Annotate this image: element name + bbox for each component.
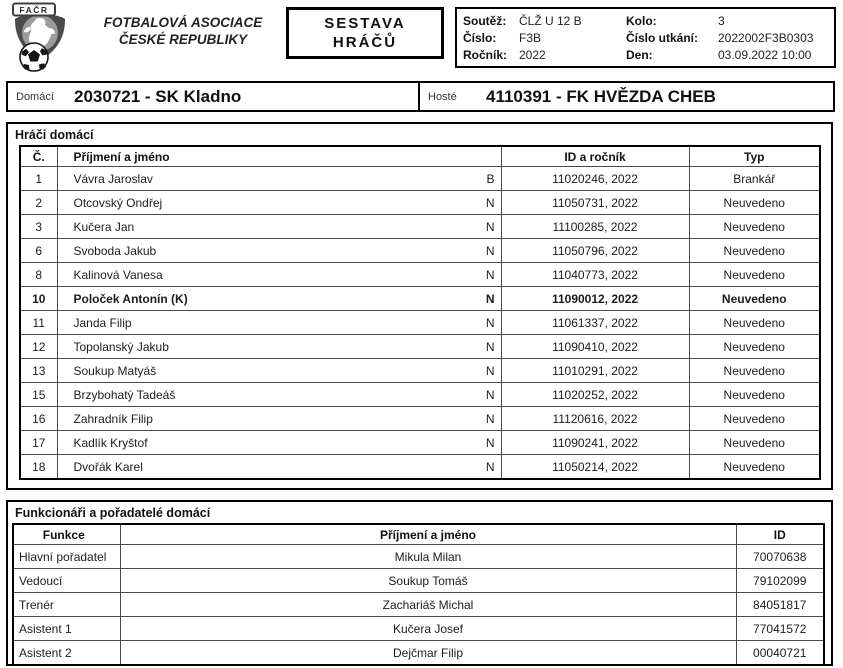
official-row <box>13 593 824 617</box>
player-row <box>20 191 820 215</box>
players-table <box>19 145 821 480</box>
teams-bar <box>6 81 835 112</box>
player-name-cell <box>57 383 501 407</box>
player-name-cell <box>57 311 501 335</box>
player-row <box>20 239 820 263</box>
player-position-letter: N <box>485 195 495 210</box>
player-id: 11050731, 2022 <box>501 191 689 215</box>
player-typ: Neuvedeno <box>689 407 820 431</box>
player-id: 11090241, 2022 <box>501 431 689 455</box>
player-number: 8 <box>20 263 57 287</box>
match-info-panel <box>455 7 836 68</box>
player-number: 13 <box>20 359 57 383</box>
association-name <box>82 14 284 48</box>
player-number: 12 <box>20 335 57 359</box>
player-position-letter: N <box>485 387 495 402</box>
official-funkce: Asistent 1 <box>13 617 120 641</box>
player-row <box>20 335 820 359</box>
association-line2: ČESKÉ REPUBLIKY <box>118 32 248 47</box>
info-row-cislo <box>463 30 626 46</box>
officials-header-row <box>13 524 824 545</box>
player-row <box>20 431 820 455</box>
player-name-cell <box>57 263 501 287</box>
col-header-id: ID <box>736 524 824 545</box>
player-number: 16 <box>20 407 57 431</box>
away-team-role: Hosté <box>428 90 457 103</box>
player-name-cell <box>57 167 501 191</box>
player-typ: Neuvedeno <box>689 455 820 480</box>
player-position-letter: N <box>485 339 495 354</box>
info-value: 2022 <box>519 47 546 62</box>
player-name-cell <box>57 407 501 431</box>
player-typ: Neuvedeno <box>689 335 820 359</box>
player-position-letter: B <box>486 171 495 186</box>
player-name-cell <box>57 431 501 455</box>
player-number: 3 <box>20 215 57 239</box>
player-row <box>20 167 820 191</box>
official-row <box>13 545 824 569</box>
player-row <box>20 215 820 239</box>
officials-table <box>12 523 825 666</box>
home-team-cell <box>8 83 420 110</box>
player-typ: Neuvedeno <box>689 191 820 215</box>
home-team-name: 2030721 - SK Kladno <box>74 86 242 106</box>
official-row <box>13 617 824 641</box>
info-row-soutez <box>463 13 626 29</box>
document-title-box <box>286 7 444 59</box>
player-row <box>20 407 820 431</box>
player-position-letter: N <box>485 243 495 258</box>
official-funkce: Hlavní pořadatel <box>13 545 120 569</box>
official-row <box>13 569 824 593</box>
player-name: Zahradník Filip <box>73 411 153 426</box>
player-typ: Neuvedeno <box>689 311 820 335</box>
match-info-left <box>463 12 626 63</box>
player-row <box>20 455 820 480</box>
col-header-name: Příjmení a jméno <box>57 146 501 167</box>
home-team-role: Domácí <box>16 90 54 103</box>
player-typ: Neuvedeno <box>689 383 820 407</box>
player-row <box>20 263 820 287</box>
player-name: Otcovský Ondřej <box>73 195 163 210</box>
player-typ: Neuvedeno <box>689 263 820 287</box>
player-name: Kadlík Kryštof <box>73 435 148 450</box>
official-funkce: Vedoucí <box>13 569 120 593</box>
player-name: Svoboda Jakub <box>73 243 157 258</box>
player-number: 17 <box>20 431 57 455</box>
officials-section <box>6 500 833 666</box>
player-name: Brzybohatý Tadeáš <box>73 387 176 402</box>
info-label: Kolo: <box>626 13 657 28</box>
player-name: Janda Filip <box>73 315 132 330</box>
player-id: 11061337, 2022 <box>501 311 689 335</box>
players-section-title: Hráči domácí <box>15 128 94 142</box>
player-typ: Neuvedeno <box>689 239 820 263</box>
player-id: 11050796, 2022 <box>501 239 689 263</box>
player-name: Kalinová Vanesa <box>73 267 163 282</box>
col-header-funkce: Funkce <box>13 524 120 545</box>
official-row <box>13 641 824 666</box>
document-title-line2: HRÁČŮ <box>332 34 398 51</box>
player-position-letter: N <box>485 267 495 282</box>
info-value: ČLŽ U 12 B <box>519 13 582 28</box>
official-name: Dejčmar Filip <box>120 641 736 666</box>
info-row-kolo <box>626 13 828 29</box>
player-name-cell <box>57 335 501 359</box>
player-typ: Neuvedeno <box>689 359 820 383</box>
player-typ: Neuvedeno <box>689 431 820 455</box>
match-info-right <box>626 12 828 63</box>
player-id: 11020246, 2022 <box>501 167 689 191</box>
document-title-line1: SESTAVA <box>324 15 406 32</box>
info-label: Ročník: <box>463 47 508 62</box>
info-label: Den: <box>626 47 653 62</box>
official-name: Zachariáš Michal <box>120 593 736 617</box>
document-header <box>0 0 843 79</box>
player-number: 18 <box>20 455 57 480</box>
official-id: 00040721 <box>736 641 824 666</box>
player-position-letter: N <box>485 291 495 306</box>
player-name-cell <box>57 215 501 239</box>
player-id: 11100285, 2022 <box>501 215 689 239</box>
players-header-row <box>20 146 820 167</box>
player-id: 11020252, 2022 <box>501 383 689 407</box>
official-id: 77041572 <box>736 617 824 641</box>
player-number: 15 <box>20 383 57 407</box>
player-number: 6 <box>20 239 57 263</box>
player-row-captain <box>20 287 820 311</box>
logo-nameplate <box>13 4 55 16</box>
official-name: Mikula Milan <box>120 545 736 569</box>
official-funkce: Trenér <box>13 593 120 617</box>
info-value: F3B <box>519 30 542 45</box>
player-id: 11010291, 2022 <box>501 359 689 383</box>
association-line1: FOTBALOVÁ ASOCIACE <box>103 15 263 30</box>
player-position-letter: N <box>485 411 495 426</box>
player-number: 1 <box>20 167 57 191</box>
player-name: Soukup Matyáš <box>73 363 157 378</box>
player-name-cell <box>57 359 501 383</box>
soccer-ball-icon <box>20 43 48 71</box>
logo-text: FAČR <box>19 5 49 15</box>
player-name: Poloček Antonín (K) <box>73 291 188 306</box>
player-id: 11090410, 2022 <box>501 335 689 359</box>
player-name: Vávra Jaroslav <box>73 171 153 186</box>
col-header-id: ID a ročník <box>501 146 689 167</box>
official-funkce: Asistent 2 <box>13 641 120 666</box>
player-name: Topolanský Jakub <box>73 339 169 354</box>
player-position-letter: N <box>485 459 495 474</box>
away-team-cell <box>420 83 833 110</box>
official-id: 70070638 <box>736 545 824 569</box>
col-header-number: Č. <box>20 146 57 167</box>
player-name-cell <box>57 191 501 215</box>
player-typ: Brankář <box>689 167 820 191</box>
player-name-cell <box>57 287 501 311</box>
away-team-name: 4110391 - FK HVĚZDA CHEB <box>486 86 716 106</box>
player-position-letter: N <box>485 315 495 330</box>
official-name: Soukup Tomáš <box>120 569 736 593</box>
player-position-letter: N <box>485 435 495 450</box>
official-name: Kučera Josef <box>120 617 736 641</box>
player-number: 10 <box>20 287 57 311</box>
info-value: 2022002F3B0303 <box>718 30 814 45</box>
players-section <box>6 122 833 490</box>
info-row-rocnik <box>463 47 626 63</box>
info-row-den <box>626 47 828 63</box>
info-row-cislo-utkani <box>626 30 828 46</box>
player-name: Dvořák Karel <box>73 459 143 474</box>
official-id: 79102099 <box>736 569 824 593</box>
player-number: 2 <box>20 191 57 215</box>
info-label: Soutěž: <box>463 13 507 28</box>
player-row <box>20 359 820 383</box>
player-row <box>20 311 820 335</box>
player-row <box>20 383 820 407</box>
player-name: Kučera Jan <box>73 219 135 234</box>
info-value: 03.09.2022 10:00 <box>718 47 812 62</box>
info-value: 3 <box>718 13 725 28</box>
player-id: 11040773, 2022 <box>501 263 689 287</box>
player-position-letter: N <box>485 363 495 378</box>
info-label: Číslo utkání: <box>626 30 699 45</box>
col-header-typ: Typ <box>689 146 820 167</box>
player-typ: Neuvedeno <box>689 215 820 239</box>
player-id: 11120616, 2022 <box>501 407 689 431</box>
facr-logo <box>6 2 74 74</box>
col-header-name: Příjmení a jméno <box>120 524 736 545</box>
player-name-cell <box>57 239 501 263</box>
official-id: 84051817 <box>736 593 824 617</box>
player-name-cell <box>57 455 501 480</box>
player-position-letter: N <box>485 219 495 234</box>
player-number: 11 <box>20 311 57 335</box>
player-typ: Neuvedeno <box>689 287 820 311</box>
player-id: 11090012, 2022 <box>501 287 689 311</box>
info-label: Číslo: <box>463 30 497 45</box>
player-id: 11050214, 2022 <box>501 455 689 480</box>
officials-section-title: Funkcionáři a pořadatelé domácí <box>15 506 211 520</box>
